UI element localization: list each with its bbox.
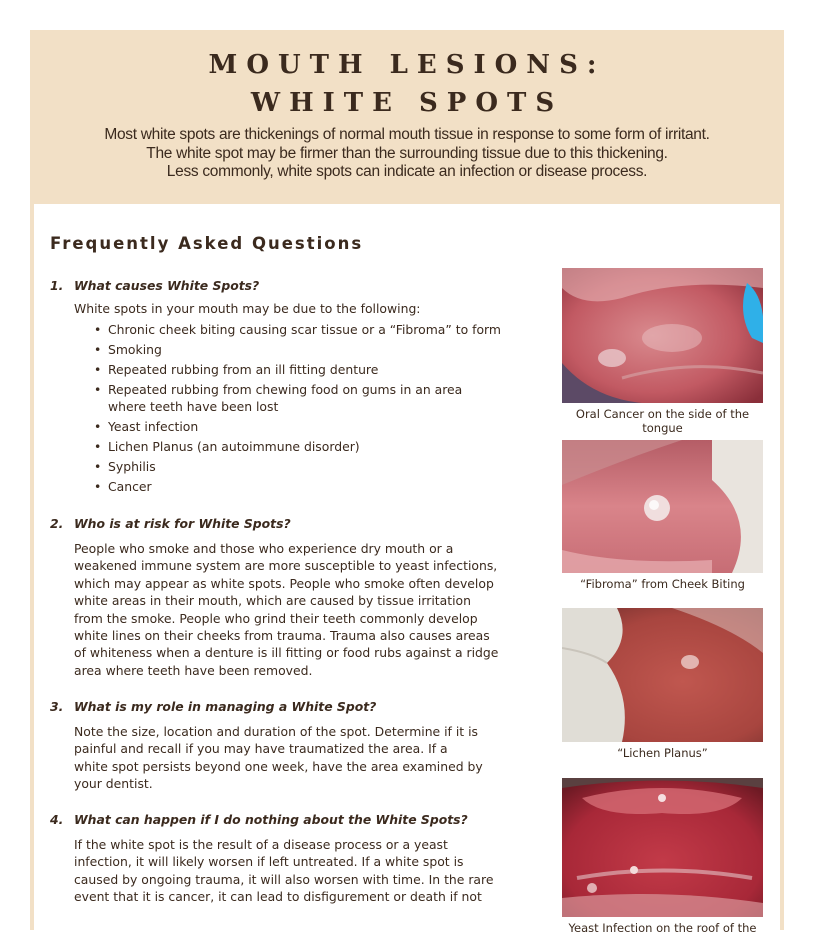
figure-caption: “Lichen Planus” [617, 746, 708, 760]
question-text: Who is at risk for White Spots? [74, 516, 291, 531]
faq-question [50, 278, 510, 298]
answer-text: Note the size, location and duration of the spot. Determine if it is painful and recall if you may have traumatized the area. If a white spot persists beyond one week, have the area examined by your dentist. [74, 724, 483, 792]
faq-item-2 [50, 516, 510, 679]
list-item: • Cancer [94, 479, 152, 495]
page-title-line1: MOUTH LESIONS: [208, 50, 606, 80]
lichen-planus-photo [562, 608, 763, 742]
answer-text: If the white spot is the result of a disease process or a yeast infection, it will likely worsen if left untreated. If a white spot is caused by ongoing trauma, it will also worsen with time. In the rare event that it is cancer, it can lead to disfigurement or death if not [74, 837, 494, 905]
question-number: 1. [50, 278, 64, 293]
page-title-line2: WHITE SPOTS [250, 88, 564, 118]
question-text: What is my role in managing a White Spot? [74, 699, 377, 714]
list-item: • Yeast infection [94, 419, 199, 435]
bullet-icon: • [94, 322, 102, 337]
figure-caption: Oral Cancer on the side of the tongue [575, 407, 750, 435]
intro-text [30, 126, 784, 182]
content-panel [34, 204, 780, 935]
question-number: 2. [50, 516, 64, 531]
figure-oral-cancer [562, 268, 763, 435]
faq-question [50, 812, 510, 832]
list-item: • Chronic cheek biting causing scar tissue or a “Fibroma” to form [94, 322, 501, 337]
question-number: 4. [50, 812, 64, 827]
header-banner [30, 30, 784, 204]
faq-question [50, 699, 510, 719]
question-text: What can happen if I do nothing about the White Spots? [74, 812, 468, 827]
faq-item-3 [50, 699, 510, 793]
bullet-icon: • [94, 382, 102, 398]
oral-cancer-photo [562, 268, 763, 403]
page-container [30, 30, 784, 935]
figure-lichen-planus [562, 608, 763, 760]
intro-line: The white spot may be firmer than the surrounding tissue due to this thickening. [146, 144, 668, 162]
figure-yeast-infection [562, 778, 763, 935]
causes-list [50, 322, 510, 496]
bullet-icon: • [94, 439, 102, 455]
question-text: What causes White Spots? [74, 278, 260, 293]
question-number: 3. [50, 699, 64, 714]
answer-text: People who smoke and those who experience dry mouth or a weakened immune system are more susceptible to yeast infections, which may appear as white spots. People who smoke often develop white areas in their mouth, which are caused by tissue irritation from the smoke. People who grind their teeth commonly develop white lines on their cheeks from trauma. Trauma also causes areas of whiteness when a denture is ill fitting or food rubs against a ridge area where teeth have been removed. [74, 541, 499, 678]
answer-text: White spots in your mouth may be due to the following: [74, 301, 421, 316]
faq-item-1 [50, 278, 510, 500]
intro-line: Less commonly, white spots can indicate an infection or disease process. [166, 163, 648, 180]
list-item: • Lichen Planus (an autoimmune disorder) [94, 439, 360, 455]
bullet-icon: • [94, 362, 102, 378]
bullet-icon: • [94, 419, 102, 435]
list-item: • Repeated rubbing from chewing food on gums in an area where teeth have been lost [94, 382, 463, 415]
intro-line: Most white spots are thickenings of normal mouth tissue in response to some form of irritant. [104, 126, 710, 143]
list-item: • Smoking [94, 342, 162, 358]
yeast-infection-photo [562, 778, 763, 917]
figure-caption: “Fibroma” from Cheek Biting [580, 577, 745, 591]
figure-fibroma [562, 440, 763, 591]
faq-heading: Frequently Asked Questions [50, 234, 364, 253]
figure-caption: Yeast Infection on the roof of the [568, 921, 757, 935]
list-item: • Syphilis [94, 459, 156, 475]
bullet-icon: • [94, 459, 102, 475]
bullet-icon: • [94, 342, 102, 358]
fibroma-photo [562, 440, 763, 573]
list-item: • Repeated rubbing from an ill fitting denture [94, 362, 379, 378]
faq-question [50, 516, 510, 536]
faq-item-4 [50, 812, 510, 906]
bullet-icon: • [94, 479, 102, 495]
